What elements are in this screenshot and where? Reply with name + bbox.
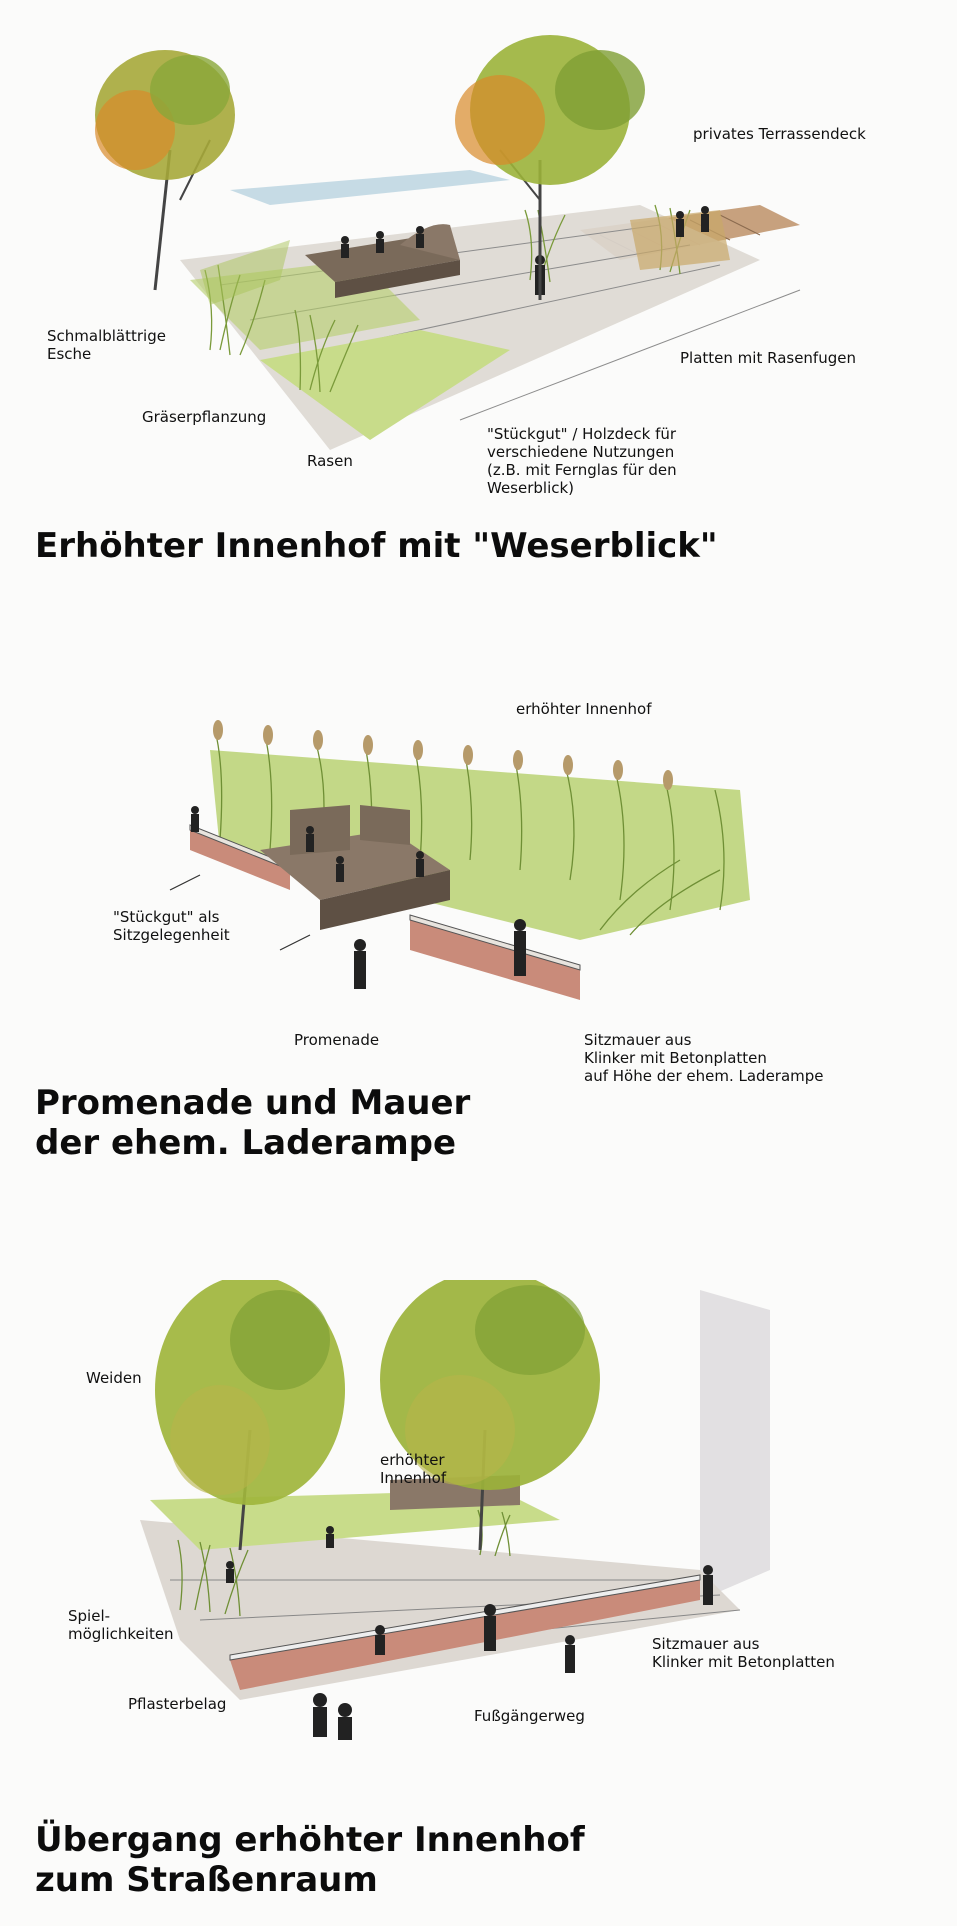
label-footpath: Fußgängerweg (474, 1707, 585, 1725)
label-seating: "Stückgut" als Sitzgelegenheit (113, 908, 230, 944)
sketch-street-transition (140, 1280, 800, 1740)
label-wood-deck: "Stückgut" / Holzdeck für verschiedene Nutzungen (z.B. mit Fernglas für den Weserblick) (487, 425, 677, 497)
label-narrow-leaved-ash: Schmalblättrige Esche (47, 327, 166, 363)
label-terrace-deck: privates Terrassendeck (693, 125, 866, 143)
title-street-transition: Übergang erhöhter Innenhof zum Straßenraum (35, 1820, 585, 1900)
label-seating-wall: Sitzmauer aus Klinker mit Betonplatten auf Höhe der ehem. Laderampe (584, 1031, 824, 1085)
panel-promenade (0, 580, 957, 1180)
label-paving: Pflasterbelag (128, 1695, 227, 1713)
sketch-promenade-svg (160, 710, 780, 1010)
title-promenade: Promenade und Mauer der ehem. Laderampe (35, 1083, 471, 1163)
label-tiles-grass-joints: Platten mit Rasenfugen (680, 349, 856, 367)
label-seating-wall-3: Sitzmauer aus Klinker mit Betonplatten (652, 1635, 835, 1671)
label-raised-courtyard-3: erhöhter Innenhof (380, 1451, 447, 1487)
panel-street-transition (0, 1180, 957, 1926)
label-raised-courtyard: erhöhter Innenhof (516, 700, 652, 718)
sketch-street-transition-svg (140, 1280, 800, 1740)
sketch-raised-courtyard-svg (40, 20, 880, 460)
label-grass-planting: Gräserpflanzung (142, 408, 267, 426)
panel-raised-courtyard (0, 0, 957, 580)
sketch-raised-courtyard (40, 20, 880, 460)
label-play-facilities: Spiel- möglichkeiten (68, 1607, 174, 1643)
label-lawn: Rasen (307, 452, 353, 470)
label-promenade: Promenade (294, 1031, 380, 1049)
label-willows: Weiden (86, 1369, 142, 1387)
sketch-promenade (160, 710, 780, 1010)
title-raised-courtyard: Erhöhter Innenhof mit "Weserblick" (35, 526, 718, 566)
